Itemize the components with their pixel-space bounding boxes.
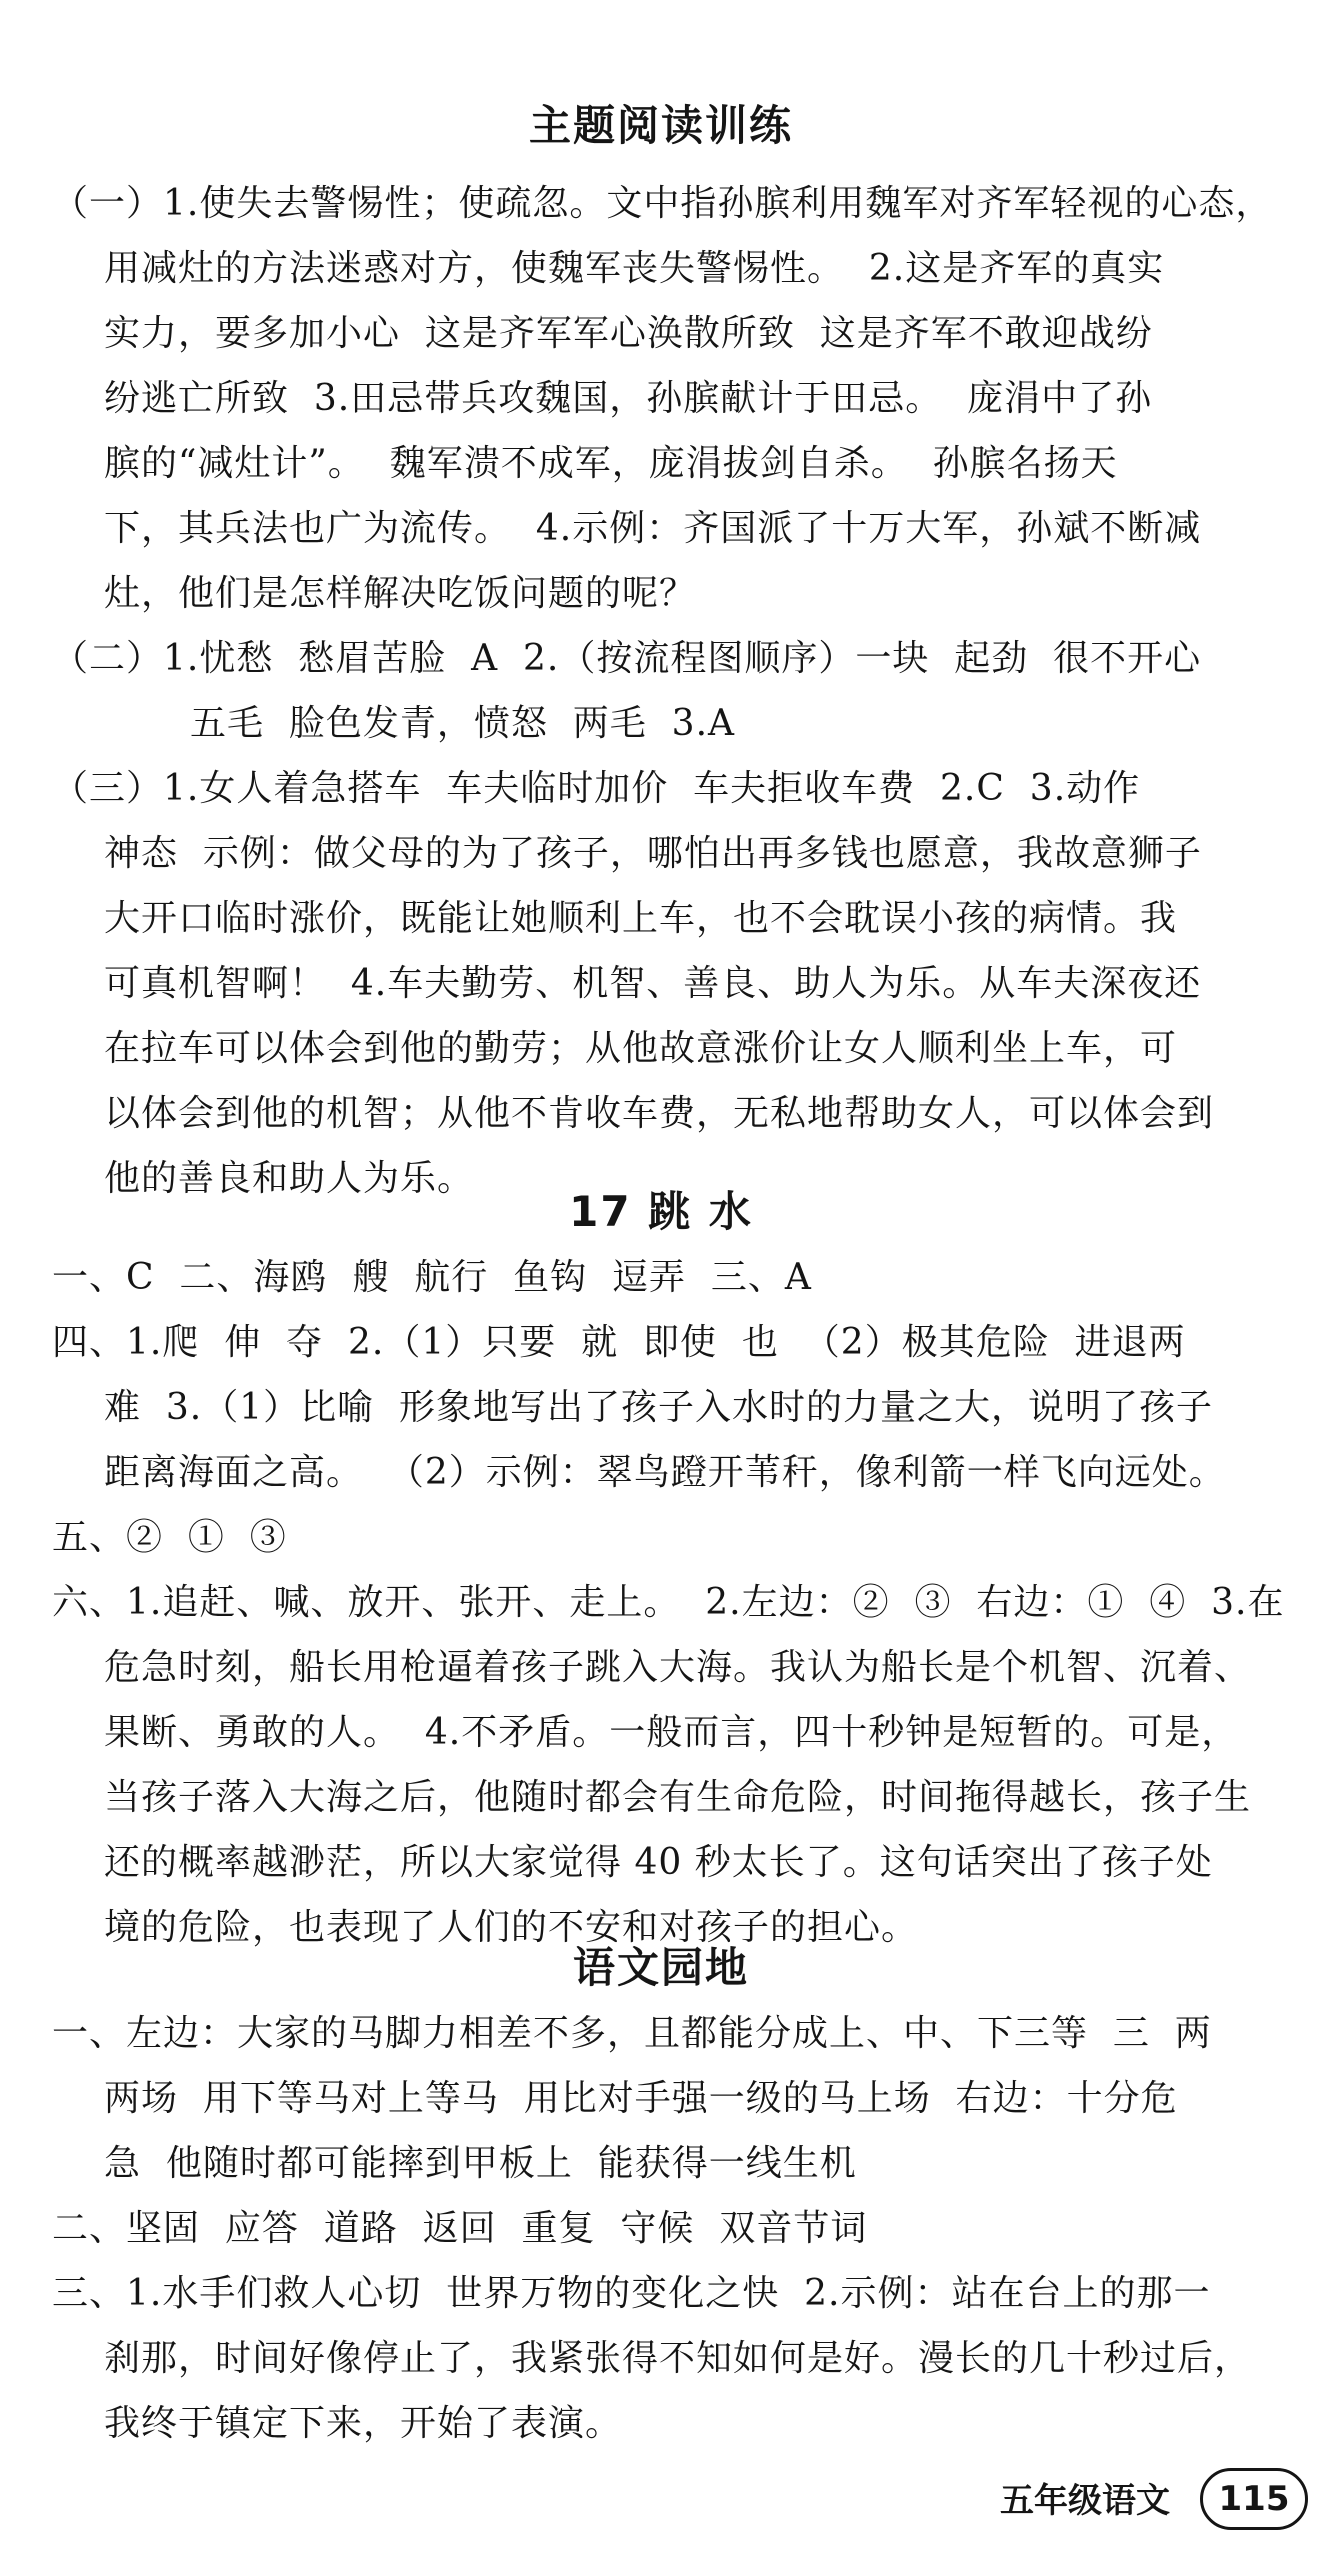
text-line: （二）1.忧愁 愁眉苦脸 A 2.（按流程图顺序）一块 起劲 很不开心 bbox=[52, 638, 1202, 679]
text-line: 一、C 二、海鸥 艘 航行 鱼钩 逗弄 三、A bbox=[52, 1257, 812, 1298]
text-line: 纷逃亡所致 3.田忌带兵攻魏国，孙膑献计于田忌。 庞涓中了孙 bbox=[104, 378, 1153, 419]
section-title-lesson-17: 17 跳 水 bbox=[569, 1187, 753, 1236]
text-line: 下，其兵法也广为流传。 4.示例：齐国派了十万大军，孙斌不断减 bbox=[104, 508, 1202, 549]
text-line: 五、② ① ③ bbox=[52, 1517, 287, 1558]
footer-grade-label: 五年级语文 bbox=[1000, 2481, 1170, 2521]
text-line: 果断、勇敢的人。 4.不矛盾。一般而言，四十秒钟是短暂的。可是， bbox=[104, 1712, 1239, 1753]
text-line: 以体会到他的机智；从他不肯收车费，无私地帮助女人，可以体会到 bbox=[104, 1093, 1215, 1134]
text-line: 刹那，时间好像停止了，我紧张得不知如何是好。漫长的几十秒过后， bbox=[104, 2338, 1252, 2379]
text-line: 大开口临时涨价，既能让她顺利上车，也不会耽误小孩的病情。我 bbox=[104, 898, 1178, 939]
text-line: 我终于镇定下来，开始了表演。 bbox=[104, 2403, 623, 2444]
page-number-badge: 115 bbox=[1200, 2468, 1308, 2530]
text-line: 境的危险，也表现了人们的不安和对孩子的担心。 bbox=[104, 1907, 919, 1948]
text-line: 灶，他们是怎样解决吃饭问题的呢？ bbox=[104, 573, 697, 614]
text-line: 六、1.追赶、喊、放开、张开、走上。 2.左边：② ③ 右边：① ④ 3.在 bbox=[52, 1582, 1285, 1623]
text-line: 二、坚固 应答 道路 返回 重复 守候 双音节词 bbox=[52, 2208, 868, 2249]
text-line: 危急时刻，船长用枪逼着孩子跳入大海。我认为船长是个机智、沉着、 bbox=[104, 1647, 1252, 1688]
text-line: 一、左边：大家的马脚力相差不多，且都能分成上、中、下三等 三 两 bbox=[52, 2013, 1212, 2054]
text-line: 膑的“减灶计”。 魏军溃不成军，庞涓拔剑自杀。 孙膑名扬天 bbox=[104, 443, 1118, 484]
text-line: 两场 用下等马对上等马 用比对手强一级的马上场 右边：十分危 bbox=[104, 2078, 1178, 2119]
text-line: （三）1.女人着急搭车 车夫临时加价 车夫拒收车费 2.C 3.动作 bbox=[52, 768, 1141, 809]
text-line: 距离海面之高。 （2）示例：翠鸟蹬开苇秆，像利箭一样飞向远处。 bbox=[104, 1452, 1226, 1493]
text-line: 当孩子落入大海之后，他随时都会有生命危险，时间拖得越长，孩子生 bbox=[104, 1777, 1252, 1818]
text-line: 急 他随时都可能摔到甲板上 能获得一线生机 bbox=[104, 2143, 857, 2184]
text-line: 可真机智啊！ 4.车夫勤劳、机智、善良、助人为乐。从车夫深夜还 bbox=[104, 963, 1202, 1004]
text-line: 难 3.（1）比喻 形象地写出了孩子入水时的力量之大，说明了孩子 bbox=[104, 1387, 1214, 1428]
text-line: 用减灶的方法迷惑对方，使魏军丧失警惕性。 2.这是齐军的真实 bbox=[104, 248, 1165, 289]
text-line: 五毛 脸色发青，愤怒 两毛 3.A bbox=[190, 703, 736, 744]
text-line: 实力，要多加小心 这是齐军军心涣散所致 这是齐军不敢迎战纷 bbox=[104, 313, 1153, 354]
text-line: 他的善良和助人为乐。 bbox=[104, 1158, 475, 1199]
section-title-garden: 语文园地 bbox=[572, 1943, 749, 1992]
section-title-reading: 主题阅读训练 bbox=[528, 101, 793, 150]
text-line: （一）1.使失去警惕性；使疏忽。文中指孙膑利用魏军对齐军轻视的心态， bbox=[52, 183, 1273, 224]
text-line: 四、1.爬 伸 夺 2.（1）只要 就 即使 也 （2）极其危险 进退两 bbox=[52, 1322, 1186, 1363]
text-line: 在拉车可以体会到他的勤劳；从他故意涨价让女人顺利坐上车，可 bbox=[104, 1028, 1178, 1069]
text-line: 还的概率越渺茫，所以大家觉得 40 秒太长了。这句话突出了孩子处 bbox=[104, 1842, 1213, 1883]
text-line: 神态 示例：做父母的为了孩子，哪怕出再多钱也愿意，我故意狮子 bbox=[104, 833, 1202, 874]
text-line: 三、1.水手们救人心切 世界万物的变化之快 2.示例：站在台上的那一 bbox=[52, 2273, 1211, 2314]
